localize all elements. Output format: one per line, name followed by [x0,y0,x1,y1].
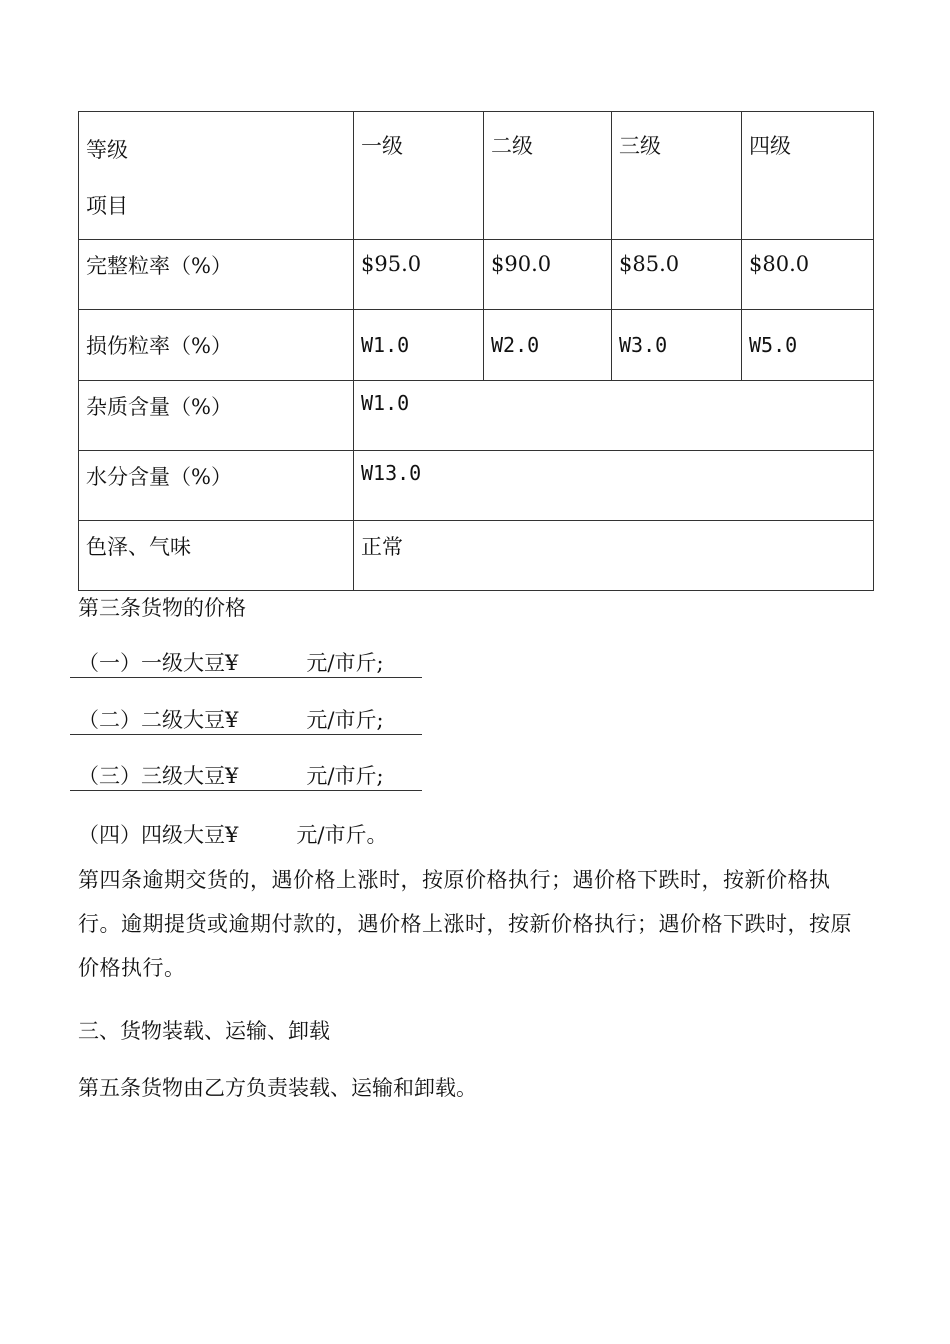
price-line-grade-2 [70,705,422,735]
table-cell: W3.0 [612,310,742,381]
table-cell: W13.0 [354,451,874,521]
grade-header-3: 三级 [612,112,742,240]
table-cell: W1.0 [354,310,484,381]
row-label: 完整粒率（%） [79,240,354,310]
price-suffix: 元/市斤。 [296,823,388,847]
price-prefix: （二）二级大豆¥ [78,708,239,732]
price-prefix: （四）四级大豆¥ [78,823,239,847]
price-line-grade-4 [70,820,422,850]
table-row [79,451,874,521]
table-cell: 正常 [354,521,874,591]
table-cell: $80.0 [742,240,874,310]
table-cell: $85.0 [612,240,742,310]
table-cell: W1.0 [354,381,874,451]
table-row [79,310,874,381]
section-3-title: 第三条货物的价格 [78,596,246,620]
chapter-3-heading: 三、货物装载、运输、卸载 [78,1019,330,1043]
row-label: 色泽、气味 [79,521,354,591]
table-row [79,240,874,310]
table-row [79,381,874,451]
table-cell: W2.0 [484,310,612,381]
grade-header-4: 四级 [742,112,874,240]
price-prefix: （一）一级大豆¥ [78,651,239,675]
table-header-row [79,112,874,240]
soybean-grade-table [78,111,874,591]
table-cell: $90.0 [484,240,612,310]
price-suffix: 元/市斤; [306,708,384,732]
row-label: 损伤粒率（%） [79,310,354,381]
row-label: 杂质含量（%） [79,381,354,451]
table-row [79,521,874,591]
table-corner-cell [79,112,354,240]
price-suffix: 元/市斤; [306,764,384,788]
corner-item-label: 项目 [86,194,128,218]
grade-header-1: 一级 [354,112,484,240]
price-prefix: （三）三级大豆¥ [78,764,239,788]
corner-grade-label: 等级 [86,138,128,162]
price-line-grade-1 [70,648,422,678]
section-5-paragraph: 第五条货物由乙方负责装载、运输和卸载。 [78,1076,477,1100]
price-line-grade-3 [70,761,422,791]
row-label: 水分含量（%） [79,451,354,521]
table-cell: $95.0 [354,240,484,310]
price-suffix: 元/市斤; [306,651,384,675]
section-4-paragraph: 第四条逾期交货的，遇价格上涨时，按原价格执行；遇价格下跌时，按新价格执行。逾期提货或逾期付款的，遇价格上涨时，按新价格执行；遇价格下跌时，按原价格执行。 [78,868,852,980]
table-cell: W5.0 [742,310,874,381]
grade-header-2: 二级 [484,112,612,240]
